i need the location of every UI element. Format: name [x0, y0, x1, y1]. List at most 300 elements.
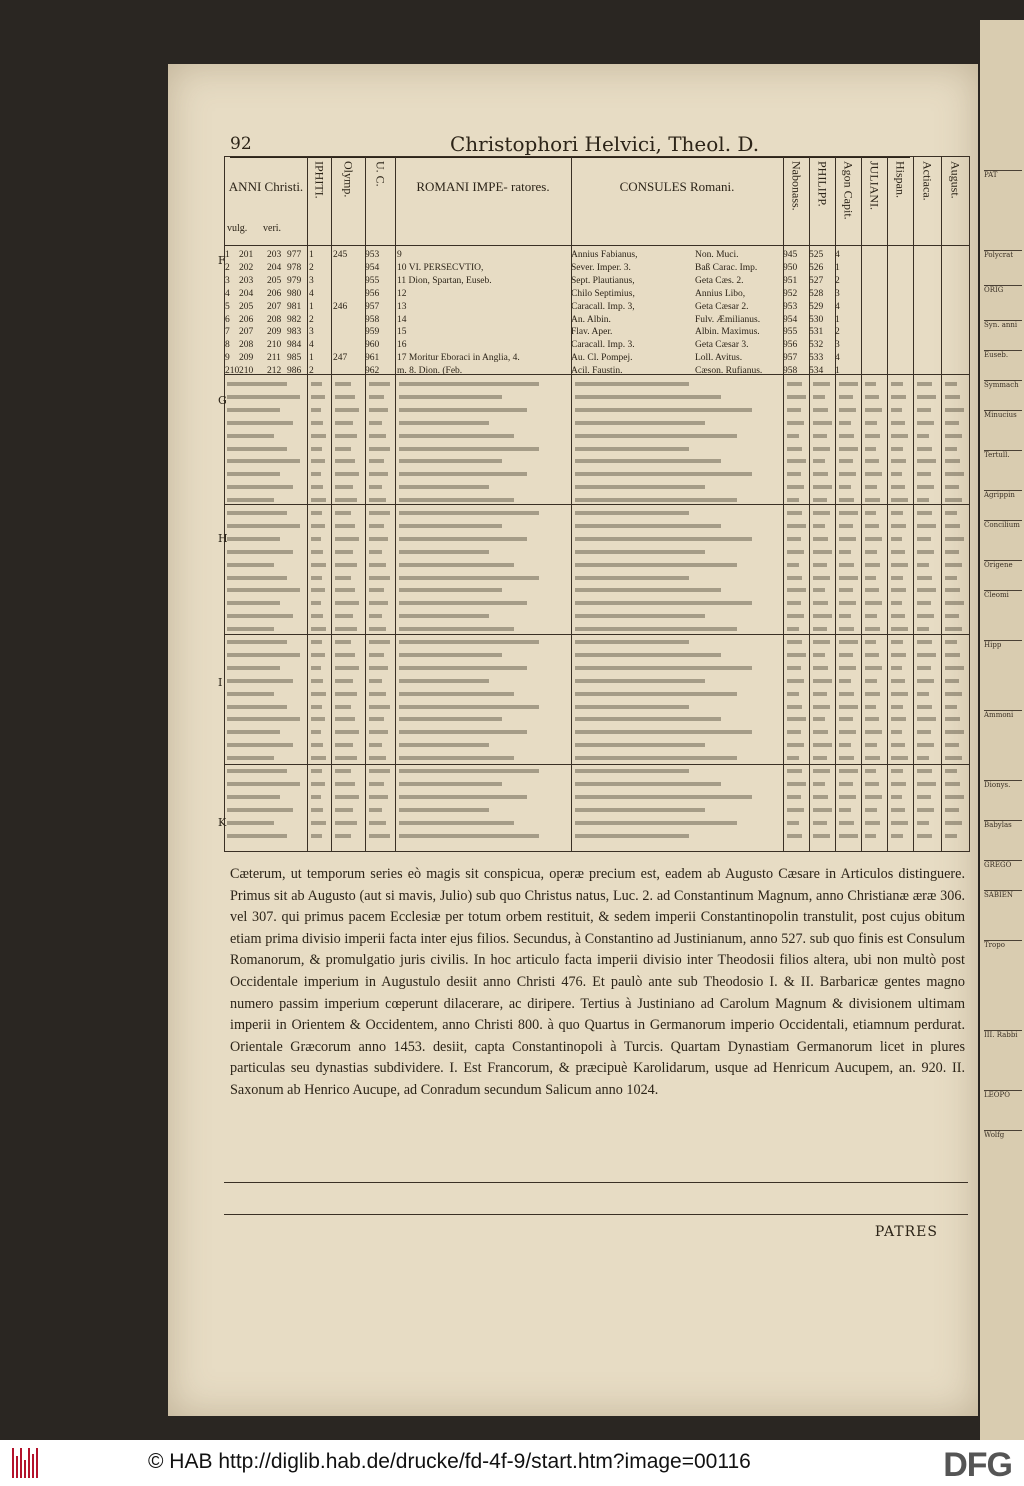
table-row-line [865, 795, 882, 799]
group-letter: I [218, 676, 223, 689]
table-row-line [917, 653, 936, 657]
table-row-line [917, 498, 929, 502]
table-row-line [227, 782, 300, 786]
table-cell: 961 [365, 353, 380, 364]
table-cell: 204 [239, 288, 254, 299]
table-cell: 955 [783, 327, 798, 338]
table-row-line [787, 821, 799, 825]
table-row-line [335, 408, 359, 412]
table-row-line [227, 821, 274, 825]
table-row-line [399, 782, 502, 786]
table-cell: 958 [365, 314, 380, 325]
table-cell: 945 [783, 250, 798, 260]
table-row-line [891, 821, 908, 825]
table-row-line [227, 834, 287, 838]
table-cell: Geta Cæsar 2. [695, 301, 749, 312]
table-row-line [865, 434, 880, 438]
table-row-line [865, 485, 877, 489]
table-row-line [839, 498, 854, 502]
table-row-line [311, 472, 321, 476]
table-row-line [787, 408, 801, 412]
table-row-line [917, 459, 936, 463]
table-row-line [839, 679, 851, 683]
table-row-line [813, 743, 832, 747]
table-row-line [945, 537, 964, 541]
table-row-line [813, 808, 832, 812]
table-row-line [891, 756, 908, 760]
table-row-line [311, 550, 323, 554]
table-row-line [945, 821, 962, 825]
running-title: Christophori Helvici, Theol. D. [450, 132, 760, 156]
table-row-line [945, 524, 960, 528]
table-row-line [227, 640, 287, 644]
table-rule [225, 764, 969, 765]
table-row-line [839, 756, 854, 760]
table-row-line [399, 395, 502, 399]
group-letter: G [218, 394, 227, 407]
table-cell: 13 [397, 301, 407, 312]
page-header [230, 134, 910, 158]
table-row-line [945, 498, 962, 502]
table-row [225, 301, 969, 314]
facing-page-fragment: Symmach [984, 380, 1022, 390]
table-row-line [311, 756, 326, 760]
table-cell: 2 [309, 262, 314, 273]
table-row-line [575, 550, 705, 554]
table-row-line [399, 408, 527, 412]
table-cell: 205 [267, 275, 282, 286]
table-row-line [945, 382, 957, 386]
table-row-line [865, 717, 879, 721]
table-row-line [575, 588, 721, 592]
table-row-line [917, 834, 932, 838]
table-cell: 202 [239, 262, 254, 273]
table-row-line [813, 834, 830, 838]
table-row-line [813, 485, 832, 489]
table-row-line [787, 808, 804, 812]
table-row-line [839, 524, 853, 528]
col-label: PHILIPP. [815, 161, 830, 207]
table-row-line [891, 730, 902, 734]
table-row-line [399, 511, 539, 515]
table-row-line [335, 756, 357, 760]
table-row-line [227, 769, 287, 773]
facing-page-fragment: Agrippin [984, 490, 1022, 500]
facing-page-edge [980, 20, 1024, 1440]
table-row-line [813, 588, 825, 592]
table-row [225, 288, 969, 301]
table-row-line [945, 588, 960, 592]
table-row-line [787, 434, 799, 438]
table-cell: Annius Libo, [695, 288, 746, 299]
table-cell: 957 [365, 301, 380, 312]
col-actiaca [913, 157, 942, 245]
table-cell: 528 [809, 288, 824, 299]
col-label: JULIANI. [867, 161, 882, 210]
table-cell: 985 [287, 353, 302, 364]
table-row-line [369, 705, 390, 709]
table-row-line [917, 588, 936, 592]
table-row-line [813, 537, 828, 541]
table-row-line [227, 472, 280, 476]
table-row-line [227, 679, 293, 683]
table-row-line [787, 782, 806, 786]
facing-page-fragment: Minucius [984, 410, 1022, 420]
table-cell: 977 [287, 250, 302, 260]
table-row-line [369, 717, 384, 721]
table-row-line [787, 679, 804, 683]
table-cell: 1 [835, 366, 840, 377]
table-row-line [369, 601, 388, 605]
table-row-line [575, 808, 705, 812]
table-row-line [787, 795, 801, 799]
table-cell: 9 [225, 353, 230, 364]
table-cell: 3 [225, 275, 230, 286]
group-letter: F [218, 254, 226, 267]
table-row-line [865, 408, 882, 412]
table-row-line [369, 550, 382, 554]
table-row-line [945, 627, 962, 631]
table-row-line [227, 588, 300, 592]
table-row-line [865, 743, 877, 747]
table-row-line [575, 421, 705, 425]
table-row-line [335, 614, 353, 618]
table-row-line [813, 666, 828, 670]
table-row-line [945, 808, 959, 812]
table-row-line [945, 756, 962, 760]
table-row [225, 352, 969, 365]
col-hispan [887, 157, 914, 245]
table-row-line [227, 576, 287, 580]
table-row-line [399, 550, 489, 554]
table-row-line [311, 666, 321, 670]
col-label: CONSULES Romani. [619, 179, 735, 194]
col-label: ROMANI IMPE- ratores. [416, 179, 550, 194]
table-row-line [575, 472, 752, 476]
table-row-line [839, 550, 851, 554]
facing-page-fragment: Wolfg [984, 1130, 1022, 1140]
table-row-line [575, 408, 752, 412]
table-row-line [917, 717, 936, 721]
table-row-line [787, 756, 799, 760]
table-cell: 2 [225, 262, 230, 273]
table-row-line [917, 395, 936, 399]
table-cell: 957 [783, 353, 798, 364]
table-row-line [787, 692, 799, 696]
table-cell: m. 8. Dion. (Feb. [397, 366, 463, 377]
table-cell: Non. Muci. [695, 250, 739, 260]
table-row-line [399, 472, 527, 476]
table-row-line [575, 692, 737, 696]
table-row-line [891, 614, 905, 618]
table-row-line [227, 653, 300, 657]
table-row-line [399, 653, 502, 657]
table-row-line [945, 743, 959, 747]
catchword: PATRES [874, 1224, 938, 1240]
col-label: U. C. [373, 161, 388, 187]
table-row-line [227, 550, 293, 554]
table-row-line [917, 627, 929, 631]
table-row-line [787, 653, 806, 657]
facing-page-fragment: PAT [984, 170, 1022, 180]
table-row-line [335, 498, 357, 502]
table-row-line [311, 834, 322, 838]
table-row-line [891, 653, 906, 657]
table-cell: 4 [309, 288, 314, 299]
sub-vulg: vulg. [227, 223, 248, 234]
table-row-line [839, 627, 854, 631]
table-row-line [865, 834, 876, 838]
table-row-line [227, 717, 300, 721]
table-row-line [813, 679, 832, 683]
table-row-line [575, 705, 689, 709]
table-row-line [227, 808, 293, 812]
table-row-line [227, 408, 280, 412]
table-cell: 1 [309, 250, 314, 260]
table-row-line [335, 640, 351, 644]
table-row-line [227, 692, 274, 696]
table-row-line [891, 408, 902, 412]
table-cell: 210 [225, 366, 239, 377]
col-label: Olymp. [341, 161, 356, 198]
table-row-line [311, 614, 323, 618]
facing-page-fragment: Origene [984, 560, 1022, 570]
table-row-line [399, 382, 539, 386]
table-row-line [335, 485, 353, 489]
table-row-line [839, 692, 854, 696]
col-olymp [331, 157, 366, 245]
facing-page-fragment: LEOPO [984, 1090, 1022, 1100]
table-row-line [891, 524, 906, 528]
table-row-line [839, 563, 854, 567]
table-row-line [369, 472, 388, 476]
table-row-line [787, 550, 804, 554]
table-row-line [227, 511, 287, 515]
table-row-line [311, 524, 325, 528]
table-cell: 207 [239, 327, 254, 338]
table-row-line [865, 498, 880, 502]
table-row-line [945, 640, 957, 644]
table-row-line [917, 511, 932, 515]
table-row-line [917, 563, 929, 567]
table-row-line [917, 472, 931, 476]
table-cell: 3 [835, 288, 840, 299]
table-row-line [865, 730, 882, 734]
table-row-line [227, 756, 274, 760]
table-row-line [399, 485, 489, 489]
table-row-line [399, 601, 527, 605]
table-row-line [839, 705, 858, 709]
table-row-line [813, 550, 832, 554]
table-row-line [369, 498, 386, 502]
table-row-line [891, 679, 905, 683]
table-cell: 978 [287, 262, 302, 273]
table-row-line [945, 434, 962, 438]
table-row-line [839, 472, 856, 476]
table-row-line [399, 524, 502, 528]
facing-page-fragment: Tertull. [984, 450, 1022, 460]
table-row-line [369, 782, 384, 786]
table-cell: Baß Carac. Imp. [695, 262, 758, 273]
table-row-line [787, 640, 802, 644]
table-row-line [369, 679, 382, 683]
table-row-line [369, 743, 382, 747]
table-row-line [891, 640, 903, 644]
hab-logo-icon [12, 1448, 38, 1478]
table-cell: 207 [267, 301, 282, 312]
table-row-line [335, 834, 351, 838]
group-letter: H [218, 532, 228, 545]
table-row-line [917, 447, 932, 451]
table-row-line [891, 795, 902, 799]
table-row-line [945, 408, 964, 412]
table-row-line [945, 653, 960, 657]
table-row-line [311, 640, 322, 644]
table-row-line [575, 434, 737, 438]
table-cell: 2 [309, 314, 314, 325]
table-row-line [227, 524, 300, 528]
table-row-line [335, 588, 355, 592]
table-row-line [369, 627, 386, 631]
table-row-line [227, 434, 274, 438]
table-row-line [227, 730, 280, 734]
table-row-line [335, 743, 353, 747]
table-cell: 954 [783, 314, 798, 325]
table-cell: 953 [365, 250, 380, 260]
table-row-line [227, 395, 300, 399]
table-cell: 211 [267, 353, 281, 364]
col-label: Hispan. [893, 161, 908, 198]
table-cell: Loll. Avitus. [695, 353, 743, 364]
table-cell: 986 [287, 366, 302, 377]
table-row-line [311, 576, 322, 580]
table-row-line [917, 692, 929, 696]
table-row-line [369, 537, 388, 541]
table-cell: 206 [239, 314, 254, 325]
table-cell: 1 [835, 262, 840, 273]
table-row-line [575, 485, 705, 489]
table-row-line [369, 821, 386, 825]
table-row-line [575, 834, 689, 838]
table-row-line [369, 795, 388, 799]
table-row-line [917, 705, 932, 709]
table-row-line [865, 666, 882, 670]
table-cell: Au. Cl. Pompej. [571, 353, 633, 364]
table-row-line [369, 563, 386, 567]
table-row-line [813, 459, 825, 463]
table-row-line [311, 588, 325, 592]
table-cell: 203 [239, 275, 254, 286]
table-row-line [399, 434, 514, 438]
table-row-line [839, 421, 851, 425]
table-row-line [369, 524, 384, 528]
table-row-line [335, 459, 355, 463]
col-label: IPHITI. [312, 161, 327, 199]
table-row-line [575, 769, 689, 773]
table-row-line [399, 692, 514, 696]
table-cell: Sever. Imper. 3. [571, 262, 631, 273]
table-row-line [917, 756, 929, 760]
table-row-line [369, 808, 382, 812]
table-row-line [917, 821, 929, 825]
table-cell: Sept. Plautianus, [571, 275, 635, 286]
table-cell: 956 [365, 288, 380, 299]
table-cell: Albin. Maximus. [695, 327, 760, 338]
table-row-line [311, 743, 323, 747]
table-row [225, 365, 969, 378]
table-row-line [575, 640, 689, 644]
table-cell: 12 [397, 288, 407, 299]
table-row-line [311, 795, 321, 799]
table-cell: 4 [835, 301, 840, 312]
table-row-line [891, 485, 905, 489]
table-row-line [813, 576, 830, 580]
table-cell: 15 [397, 327, 407, 338]
table-row-line [839, 769, 858, 773]
sub-veri: veri. [263, 223, 282, 234]
table-row-line [311, 653, 325, 657]
table-cell: 952 [783, 288, 798, 299]
table-row-line [575, 498, 737, 502]
table-row [225, 262, 969, 275]
table-row-line [917, 576, 932, 580]
table-row-line [891, 808, 905, 812]
table-row-line [787, 382, 802, 386]
table-row-line [227, 795, 280, 799]
table-cell: Geta Cæsar 3. [695, 340, 749, 351]
facing-page-fragment: Babylas [984, 820, 1022, 830]
table-row-line [891, 717, 906, 721]
table-row-line [839, 834, 858, 838]
table-row-line [945, 576, 957, 580]
table-row [225, 339, 969, 352]
table-row-line [891, 769, 903, 773]
table-cell: 530 [809, 314, 824, 325]
facing-page-fragment: Concilium [984, 520, 1022, 530]
table-cell: 529 [809, 301, 824, 312]
table-row-line [335, 537, 359, 541]
table-row-line [813, 614, 832, 618]
table-row-line [865, 382, 876, 386]
table-row-line [917, 485, 934, 489]
table-row-line [787, 730, 801, 734]
table-row-line [865, 524, 879, 528]
table-row-line [813, 717, 825, 721]
bottom-rule [224, 1182, 968, 1183]
col-august [941, 157, 969, 245]
table-row-line [399, 795, 527, 799]
credit-link[interactable]: © HAB http://diglib.hab.de/drucke/fd-4f-9/start.htm?image=00116 [148, 1450, 751, 1473]
table-cell: 960 [365, 340, 380, 351]
table-row-line [917, 679, 934, 683]
table-cell: 955 [365, 275, 380, 286]
table-row-line [575, 627, 737, 631]
table-row-line [227, 705, 287, 709]
table-row-line [813, 472, 828, 476]
col-uc [365, 157, 396, 245]
table-cell: Chilo Septimius, [571, 288, 635, 299]
table-row-line [839, 717, 853, 721]
table-row-line [369, 434, 386, 438]
table-cell: 526 [809, 262, 824, 273]
table-cell: 983 [287, 327, 302, 338]
table-row-line [369, 421, 382, 425]
book-page [168, 64, 978, 1416]
table-cell: 4 [835, 353, 840, 364]
facing-page-fragment: Cleomi [984, 590, 1022, 600]
table-row-line [917, 808, 934, 812]
table-row-line [399, 756, 514, 760]
